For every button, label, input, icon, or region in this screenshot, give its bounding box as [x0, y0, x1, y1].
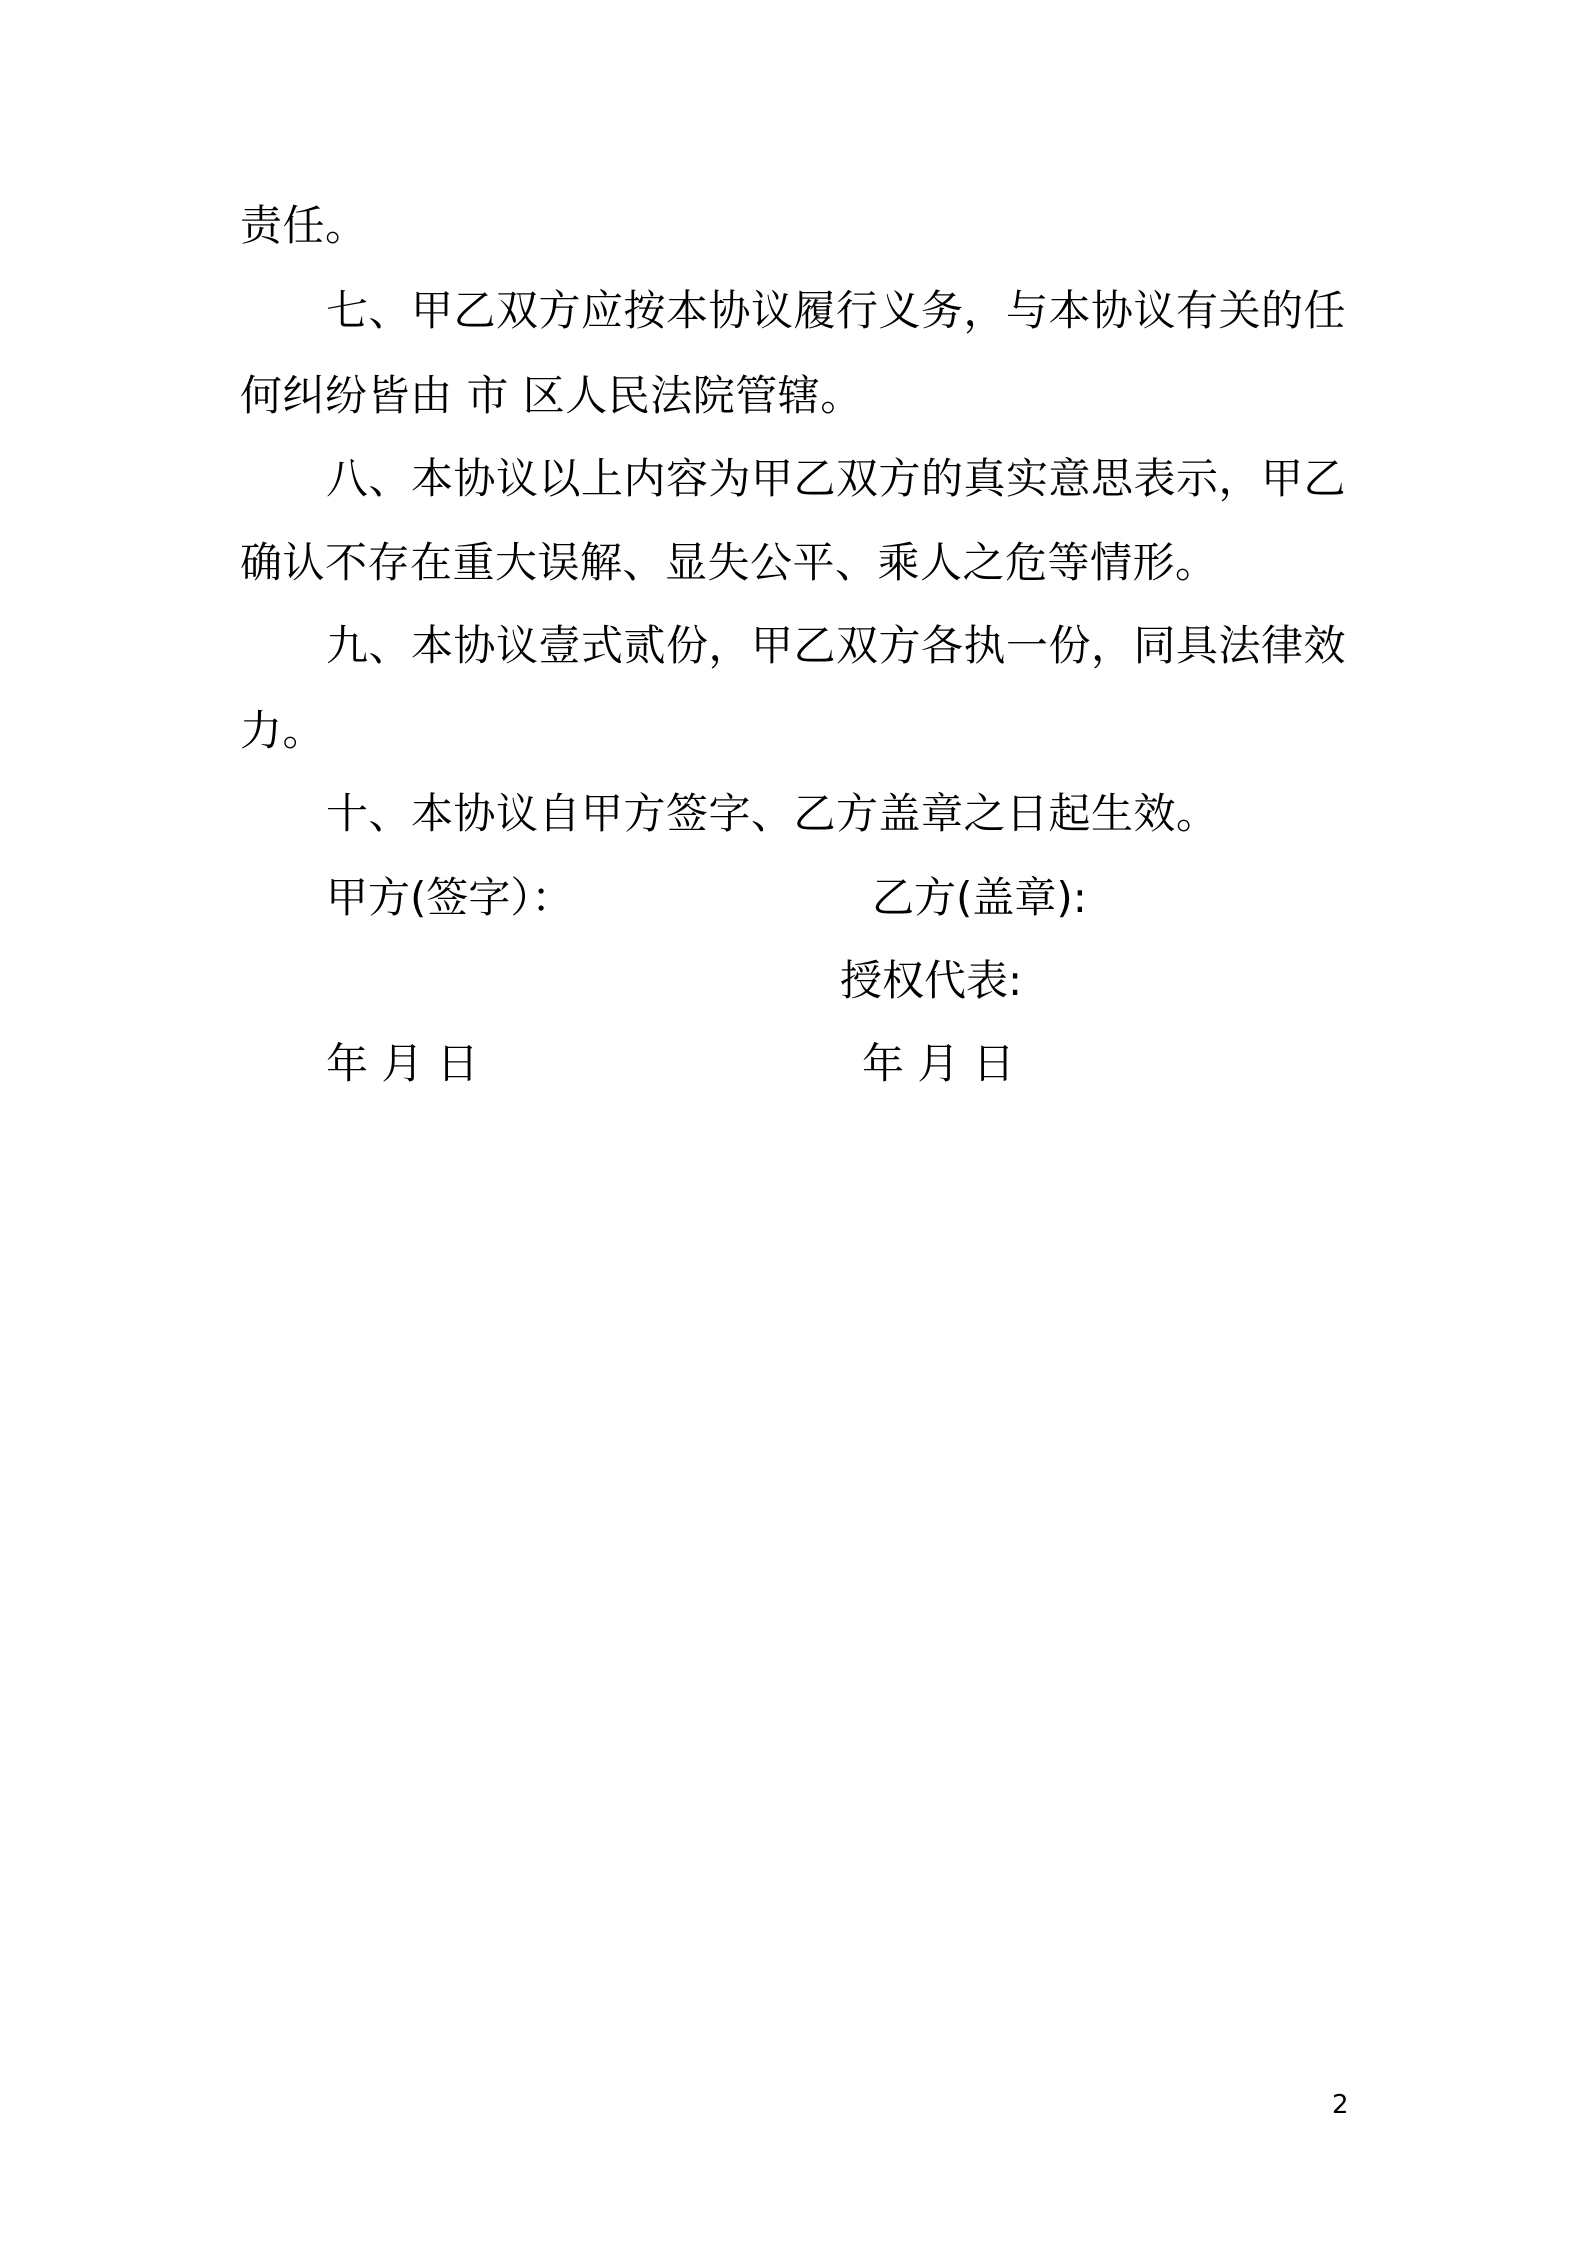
paragraph-line: 九、本协议壹式贰份，甲乙双方各执一份，同具法律效	[326, 621, 1347, 670]
authorized-representative-label: 授权代表:	[840, 956, 1023, 1005]
party-b-seal-label: 乙方(盖章):	[872, 873, 1087, 922]
paragraph-line: 十、本协议自甲方签字、乙方盖章之日起生效。	[326, 789, 1219, 838]
page-number: 2	[1332, 2090, 1349, 2120]
paragraph-line: 确认不存在重大误解、显失公平、乘人之危等情形。	[240, 538, 1218, 587]
party-a-signature-label: 甲方(签字）：	[326, 873, 574, 922]
paragraph-line: 七、甲乙双方应按本协议履行义务，与本协议有关的任	[326, 286, 1347, 335]
party-b-date: 年 月 日	[862, 1039, 1015, 1088]
party-a-date: 年 月 日	[326, 1039, 479, 1088]
paragraph-line: 力。	[240, 706, 326, 755]
paragraph-line: 何纠纷皆由 市 区人民法院管辖。	[240, 371, 863, 420]
paragraph-line: 责任。	[240, 201, 368, 250]
paragraph-line: 八、本协议以上内容为甲乙双方的真实意思表示，甲乙	[326, 454, 1347, 503]
